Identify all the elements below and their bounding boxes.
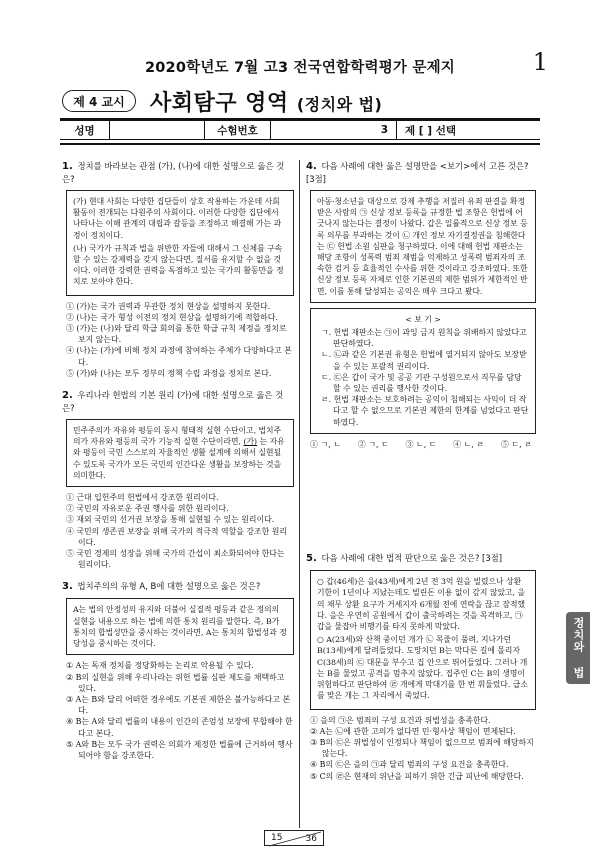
option-1[interactable]: ① 을의 ㉠은 범죄의 구성 요건과 위법성을 충족한다. xyxy=(310,715,491,725)
exam-number-label: 수험번호 xyxy=(205,121,271,139)
page-number: 1 xyxy=(532,48,548,76)
bogi-item-nieun: ㄴ. ㉡과 같은 기본권 유형은 헌법에 열거되지 않아도 보장받을 수 있는 포괄적 권리이다. xyxy=(321,350,527,371)
subject-subtitle: (정치와 법) xyxy=(296,95,383,114)
passage-box: 민주주의가 자유와 평등의 동시 형태적 실현 수단이고, 법치주의가 자유와 평등의 국가 기능적 실현 수단이라면, (가) 는 자유와 평등이 국민 스스로의 자율적인 생활 설계에 의해서 실현될 수 있도록 국가가 모든 국민의 인간다운 생활을 보장하는 것을 의미한다. xyxy=(66,419,294,487)
option-4[interactable]: ④ 국민의 생존권 보장을 위해 국가의 적극적 역할을 강조한 원리이다. xyxy=(66,526,288,547)
question-1 xyxy=(62,160,294,379)
option-5[interactable]: ⑤ C의 ㉣은 현재의 위난을 피하기 위한 긴급 피난에 해당한다. xyxy=(310,771,524,781)
exam-title: 2020학년도 7월 고3 전국연합학력평가 문제지 xyxy=(144,60,456,76)
option-2[interactable]: ② B의 실현을 위해 우리나라는 위헌 법률 심판 제도를 채택하고 있다. xyxy=(66,672,285,693)
exam-number-field: 3 xyxy=(271,121,397,139)
subject-side-tab: 정치와 법 xyxy=(566,612,590,684)
passage-box xyxy=(310,570,536,709)
option-3[interactable]: ③ ㄴ, ㄷ xyxy=(405,439,437,449)
option-3[interactable]: ③ A는 B와 달리 어떠한 경우에도 기본권 제한은 불가능하다고 본다. xyxy=(66,694,291,716)
name-field xyxy=(110,121,205,139)
passage-box: 아동·청소년을 대상으로 강제 추행을 저질러 유죄 판결을 확정 받은 사람의 ㉠ 신상 정보 등록을 규정한 법 조항은 헌법에 어긋나지 않는다는 결정이 나왔다. 갑은 일률적으로 신상 정보 등록 의무를 부과하는 것이 ㉡ 개인 정보 자기결정권을 침해한다는 ㉢ 헌법 소원 심판을 청구하였다. 이에 대해 헌법 재판소는 해당 조항이 성폭력 범죄 재범을 억제하고 성폭력 범죄자의 조속한 검거 등 효율적인 수사를 위한 것이라고 강조하였다. 또한 신상 정보 등록 자체로 인한 기본권의 제한 범위가 제한적인 반면, 이를 통해 달성되는 공익은 매우 크다고 봤다. xyxy=(310,190,536,303)
passage-box xyxy=(66,190,294,296)
column-divider xyxy=(299,160,300,828)
info-table xyxy=(60,121,540,140)
option-4[interactable]: ④ (나)는 (가)에 비해 정치 과정에 참여하는 주체가 다양하다고 본다. xyxy=(66,346,292,367)
page-counter xyxy=(264,830,324,846)
subject-title xyxy=(150,86,382,117)
question-stem: 4. 다음 사례에 대한 옳은 설명만을 <보기>에서 고른 것은? [3점] xyxy=(306,161,529,184)
question-stem: 3. 법치주의의 유형 A, B에 대한 설명으로 옳은 것은? xyxy=(62,581,261,593)
option-1[interactable]: ① 근대 입헌주의 헌법에서 강조한 원리이다. xyxy=(66,493,219,503)
bogi-item-giyeok: ㄱ. 헌법 재판소는 ㉠이 과잉 금지 원칙을 위배하지 않았다고 판단하였다. xyxy=(321,328,527,349)
passage-box: A는 법의 안정성의 유지와 더불어 실질적 평등과 같은 정의의 실현을 내용으로 하는 법에 의한 통치 원리를 말한다. 즉, B가 통치의 합법성만을 중시하는 것이라면, A는 통치의 합법성과 정당성을 중시하는 것이다. xyxy=(66,598,294,655)
passage-na: (나) 국가가 규칙과 법을 위반한 자들에 대해서 그 신체를 구속할 수 있는 강제력을 갖지 않는다면, 질서를 유지할 수 없을 것이다. 이러한 강력한 권력을 독점하고 있는 국가의 활동만을 정치로 보아야 한다. xyxy=(73,243,284,287)
question-4 xyxy=(306,160,536,450)
option-5[interactable]: ⑤ 국민 경제의 성장을 위해 국가의 간섭이 최소화되어야 한다는 원리이다. xyxy=(66,549,285,570)
option-3[interactable]: ③ 재외 국민의 선거권 보장을 통해 실현될 수 있는 원리이다. xyxy=(66,515,275,525)
period-badge: 제 4 교시 xyxy=(62,90,136,112)
bogi-box xyxy=(310,308,536,434)
bogi-item-rieul: ㄹ. 헌법 재판소는 보호하려는 공익이 침해되는 사익이 더 작다고 할 수 없으므로 기본권 제한의 한계를 넘었다고 판단하였다. xyxy=(321,395,529,427)
option-5[interactable]: ⑤ (가)와 (나)는 모두 정부의 정책 수립 과정을 정치로 본다. xyxy=(66,368,272,378)
option-4[interactable]: ④ B의 ㉢은 을의 ㉠과 달리 범죄의 구성 요건을 충족한다. xyxy=(310,760,509,770)
bogi-item-digeut: ㄷ. ㉢은 갑이 국가 및 공공 기관 구성원으로서 직무를 담당할 수 있는 권리를 행사한 것이다. xyxy=(321,372,522,394)
option-1[interactable]: ① A는 독재 정치를 정당화하는 논리로 악용될 수 있다. xyxy=(66,661,254,671)
question-number: 1. xyxy=(62,161,73,172)
answer-options xyxy=(310,439,532,450)
question-stem: 5. 다음 사례에 대한 법적 판단으로 옳은 것은? [3점] xyxy=(306,553,503,565)
option-4[interactable]: ④ ㄴ, ㄹ xyxy=(453,439,485,449)
option-3[interactable]: ③ (가)는 (나)와 달리 학급 회의를 통한 학급 규칙 제정을 정치로 보지 않는다. xyxy=(66,324,287,345)
answer-spacer xyxy=(306,460,536,552)
left-column xyxy=(62,160,294,771)
case-1: ○ 갑(46세)은 을(43세)에게 2년 전 3억 원을 빌렸으나 상환 기한이 1년이나 지났는데도 빌린돈 이용 없이 갚지 않았고, 을의 채무 상환 요구가 거세지자 6개월 전에 연락을 끊고 잠적했다. 을은 우연히 공원에서 갑이 출국하려는 것을 목격하고, ㉠ 갑을 물잡아 비행기를 타지 못하게 막았다. xyxy=(317,577,526,632)
selection-label: 제 [ ] 선택 xyxy=(405,124,456,137)
question-5 xyxy=(306,552,536,781)
option-4[interactable]: ④ B는 A와 달리 법률의 내용이 인간의 존엄성 보장에 부합해야 한다고 본다. xyxy=(66,717,293,738)
option-3[interactable]: ③ B의 ㉢은 위법성이 인정되나 책임이 없으므로 범죄에 해당하지 않는다. xyxy=(310,737,534,759)
blank-ga: (가) xyxy=(243,437,258,447)
question-number: 4. xyxy=(306,161,317,172)
option-2[interactable]: ② A는 ㉡에 관한 고의가 없다면 민·형사상 책임이 면제된다. xyxy=(310,726,516,736)
question-2 xyxy=(62,389,294,570)
question-number: 2. xyxy=(62,390,73,402)
page-current: 15 xyxy=(271,833,283,843)
option-5[interactable]: ⑤ A와 B는 모두 국가 권력은 의회가 제정한 법률에 근거하여 행사되어야 함을 강조한다. xyxy=(66,739,293,760)
passage-ga: (가) 현대 사회는 다양한 집단들이 상호 작용하는 가운데 사회 활동이 전개되는 다원주의 사회이다. 이러한 다양한 집단에서 나타나는 이해 관계의 대립과 갈등을 조정하고 해결해 가는 과정이 정치이다. xyxy=(73,197,282,240)
name-label: 성명 xyxy=(60,121,110,139)
info-rule xyxy=(60,143,540,145)
page-total: 36 xyxy=(305,834,317,844)
bogi-title: < 보 기 > xyxy=(405,314,441,324)
subject-name: 사회탐구 영역 xyxy=(150,91,289,116)
option-2[interactable]: ② (나)는 국가 형성 이전의 정치 현상을 설명하기에 적합하다. xyxy=(66,312,278,322)
question-3 xyxy=(62,580,294,761)
case-2: ○ A(23세)와 산책 중이던 개가 ㉡ 목줄이 풀려, 지나가던 B(13세)에게 달려들었다. 도망치던 B는 막다른 길에 몰리자 C(38세)의 ㉢ 대문을 부수고 집 안으로 뛰어들었다. 그러나 개는 B를 물었고 공격을 멈추지 않았다. 집주인 C는 B의 생명이 위험하다고 판단하여 ㉣ 개에게 막대기를 한 번 휘둘렀다. 급소를 맞은 개는 그 자리에서 죽었다. xyxy=(317,635,528,701)
question-stem: 1. 정치를 바라보는 관점 (가), (나)에 대한 설명으로 옳은 것은? xyxy=(62,161,285,184)
option-1[interactable]: ① (가)는 국가 권력과 무관한 정치 현상을 설명하지 못한다. xyxy=(66,301,271,311)
option-1[interactable]: ① ㄱ, ㄴ xyxy=(310,439,342,449)
right-column xyxy=(306,160,536,792)
option-5[interactable]: ⑤ ㄷ, ㄹ xyxy=(500,439,532,449)
option-2[interactable]: ② ㄱ, ㄷ xyxy=(357,439,389,449)
question-number: 3. xyxy=(62,581,73,593)
question-number: 5. xyxy=(306,553,317,565)
option-2[interactable]: ② 국민의 자유로운 주권 행사를 위한 원리이다. xyxy=(66,504,229,514)
question-stem: 2. 우리나라 헌법의 기본 원리 (가)에 대한 설명으로 옳은 것은? xyxy=(62,390,284,414)
